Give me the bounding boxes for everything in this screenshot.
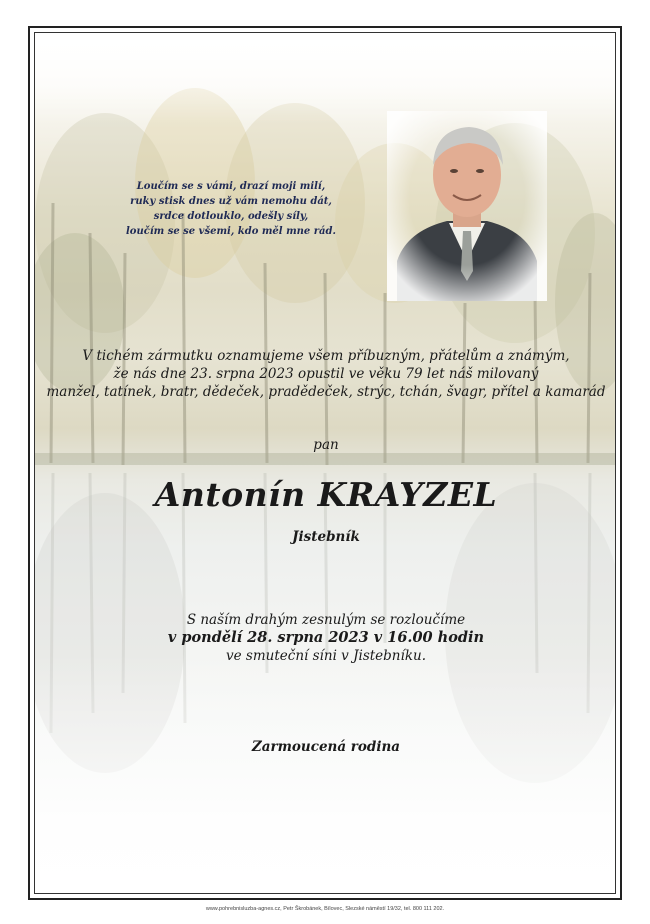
announcement-line: manžel, tatínek, bratr, dědeček, pradědeček, strýc, tchán, švagr, přítel a kamarád	[46, 384, 606, 400]
salutation: pan	[313, 437, 339, 453]
parte-card	[34, 32, 616, 894]
poem-line: loučím se se všemi, kdo měl mne rád.	[126, 226, 336, 237]
memorial-poem	[111, 179, 351, 239]
residence: Jistebník	[292, 529, 360, 545]
signature: Zarmoucená rodina	[251, 739, 401, 755]
poem-line: srdce dotlouklo, odešly síly,	[153, 211, 309, 222]
farewell-datetime: v pondělí 28. srpna 2023 v 16.00 hodin	[167, 629, 485, 646]
poem-line: Loučím se s vámi, drazí moji milí,	[136, 181, 326, 192]
farewell-info	[35, 611, 616, 665]
farewell-intro: S naším drahým zesnulým se rozloučíme	[186, 612, 466, 628]
announcement-line: že nás dne 23. srpna 2023 opustil ve věku 79 let náš milovaný	[113, 366, 539, 382]
deceased-name: Antonín KRAYZEL	[154, 475, 498, 514]
farewell-venue: ve smuteční síni v Jistebníku.	[226, 648, 426, 664]
portrait-photo	[387, 111, 547, 301]
funeral-service-footer: www.pohrebnisluzba-agnes.cz, Petr Škrobánek, Bílovec, Slezské náměstí 19/32, tel. 800 111 202.	[205, 906, 445, 912]
poem-line: ruky stisk dnes už vám nemohu dát,	[130, 196, 332, 207]
death-announcement	[35, 347, 616, 401]
announcement-line: V tichém zármutku oznamujeme všem příbuzným, přátelům a známým,	[82, 348, 570, 364]
